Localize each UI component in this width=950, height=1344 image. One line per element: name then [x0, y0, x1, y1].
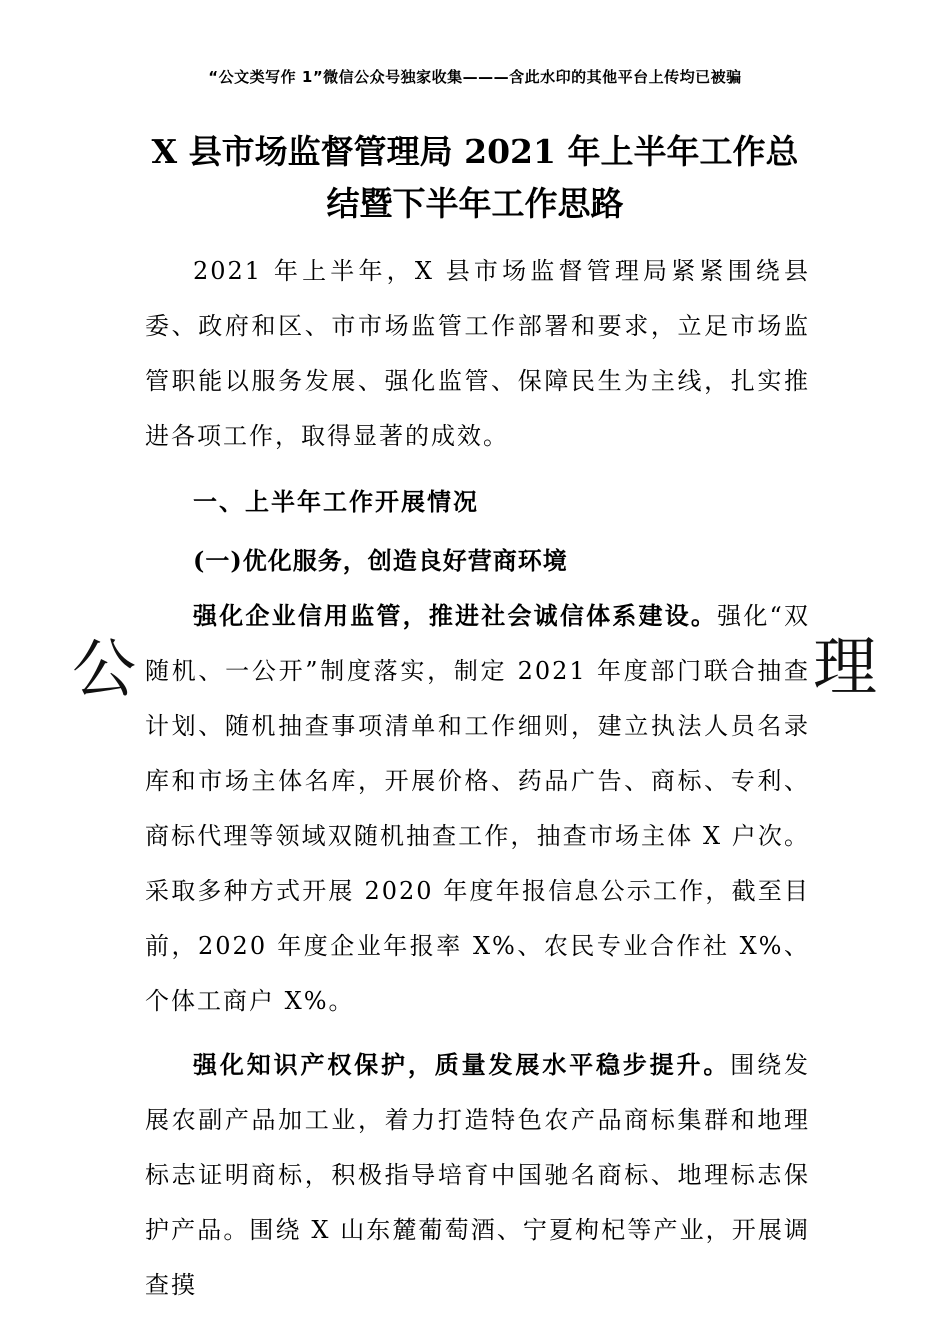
document-title-line1: X 县市场监督管理局 2021 年上半年工作总: [151, 132, 799, 171]
paragraph-ip-protection: [145, 1037, 810, 1313]
paragraph-lead: 强化知识产权保护，质量发展水平稳步提升。: [193, 1050, 731, 1079]
paragraph-body: 围绕发展农副产品加工业，着力打造特色农产品商标集群和地理标志证明商标，积极指导培育中国驰名商标、地理标志保护产品。围绕 X 山东麓葡萄酒、宁夏枸杞等产业，开展调查摸: [145, 1051, 811, 1299]
intro-paragraph: 2021 年上半年，X 县市场监督管理局紧紧围绕县委、政府和区、市市场监管工作部署和要求，立足市场监管职能以服务发展、强化监管、保障民生为主线，扎实推进各项工作，取得显著的成效。: [145, 257, 810, 450]
watermark-left-glyph: 公: [72, 633, 136, 707]
document-body: [145, 244, 810, 1313]
paragraph-credit-supervision: [145, 588, 810, 1029]
document-title: [120, 126, 830, 230]
header-watermark-note: “公文类写作 1”微信公众号独家收集———含此水印的其他平台上传均已被骗: [208, 68, 742, 86]
paragraph-body: 强化“双随机、一公开”制度落实，制定 2021 年度部门联合抽查计划、随机抽查事项清单和工作细则，建立执法人员名录库和市场主体名库，开展价格、药品广告、商标、专利、商标代理等领域双随机抽查工作，抽查市场主体 X 户次。采取多种方式开展 2020 年度年报信息公示工作，截至目前，2020 年度企业年报率 X%、农民专业合作社 X%、个体工商户 X%。: [145, 602, 810, 1015]
document-title-line2: 结暨下半年工作思路: [326, 184, 624, 223]
paragraph-lead: 强化企业信用监管，推进社会诚信体系建设。: [193, 601, 718, 630]
watermark-right-glyph: 理: [813, 631, 877, 705]
subsection-heading: (一)优化服务，创造良好营商环境: [193, 546, 568, 575]
section-heading: 一、上半年工作开展情况: [193, 487, 479, 516]
